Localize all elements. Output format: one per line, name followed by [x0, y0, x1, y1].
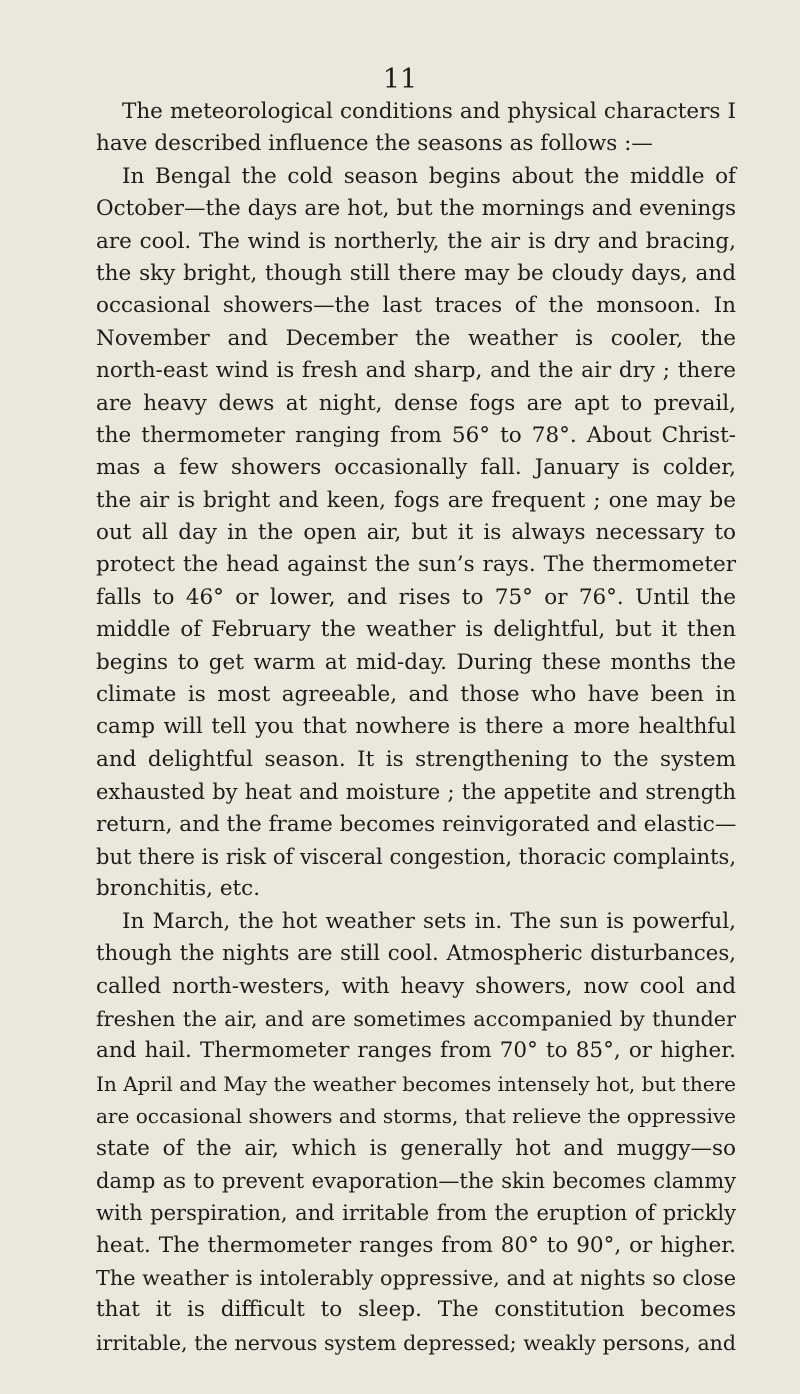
text-line: are cool. The wind is northerly, the air is dry and bracing, [96, 228, 736, 254]
text-line: have described influence the seasons as follows :— [96, 131, 653, 157]
text-line: begins to get warm at mid-day. During these months the [96, 649, 736, 675]
text-line: October—the days are hot, but the mornings and evenings [96, 196, 736, 222]
text-line: return, and the frame becomes reinvigorated and elastic— [96, 811, 737, 837]
text-line: state of the air, which is generally hot and muggy—so [96, 1135, 736, 1161]
text-line: the thermometer ranging from 56° to 78°. About Christ- [96, 422, 736, 448]
text-line: out all day in the open air, but it is always necessary to [96, 520, 736, 546]
text-line: and delightful season. It is strengthening to the system [96, 746, 736, 772]
text-line: and hail. Thermometer ranges from 70° to 85°, or higher. [96, 1038, 736, 1064]
text-line: though the nights are still cool. Atmospheric disturbances, [96, 941, 736, 967]
text-line: In March, the hot weather sets in. The sun is powerful, [122, 908, 736, 934]
text-line: damp as to prevent evaporation—the skin becomes clammy [96, 1168, 736, 1193]
text-line: are heavy dews at night, dense fogs are apt to prevail, [96, 390, 736, 416]
text-line: that it is difficult to sleep. The constitution becomes [96, 1297, 736, 1323]
text-line: occasional showers—the last traces of the monsoon. In [96, 293, 736, 319]
text-line: bronchitis, etc. [96, 876, 261, 902]
text-line: but there is risk of visceral congestion, thoracic complaints, [96, 844, 736, 869]
text-line: irritable, the nervous system depressed; weakly persons, and [96, 1330, 736, 1355]
text-line: with perspiration, and irritable from the eruption of prickly [96, 1201, 736, 1226]
text-line: protect the head against the sun’s rays. The thermometer [96, 552, 736, 578]
text-line: the air is bright and keen, fogs are frequent ; one may be [96, 487, 736, 513]
text-line: In Bengal the cold season begins about the middle of [122, 163, 736, 189]
text-line: exhausted by heat and moisture ; the appetite and strength [96, 780, 736, 805]
text-line: camp will tell you that nowhere is there a more healthful [96, 714, 736, 740]
text-line: middle of February the weather is delightful, but it then [96, 617, 736, 643]
text-line: The weather is intolerably oppressive, and at nights so close [96, 1266, 736, 1291]
text-line: north-east wind is fresh and sharp, and the air dry ; there [96, 358, 736, 384]
body-text [96, 96, 736, 1359]
text-line: In April and May the weather becomes intensely hot, but there [96, 1071, 736, 1096]
text-line: falls to 46° or lower, and rises to 75° or 76°. Until the [96, 584, 736, 610]
text-line: climate is most agreeable, and those who have been in [96, 682, 736, 708]
text-line: are occasional showers and storms, that relieve the oppressive [96, 1104, 736, 1129]
page-number: 11 [382, 64, 418, 95]
text-line: heat. The thermometer ranges from 80° to 90°, or higher. [96, 1232, 736, 1258]
text-line: the sky bright, though still there may be cloudy days, and [96, 260, 736, 286]
text-line: mas a few showers occasionally fall. January is colder, [96, 455, 736, 481]
text-line: The meteorological conditions and physical characters I [122, 99, 736, 124]
text-line: called north-westers, with heavy showers, now cool and [96, 973, 736, 999]
text-line: freshen the air, and are sometimes accompanied by thunder [96, 1006, 736, 1031]
text-line: November and December the weather is cooler, the [96, 325, 736, 351]
